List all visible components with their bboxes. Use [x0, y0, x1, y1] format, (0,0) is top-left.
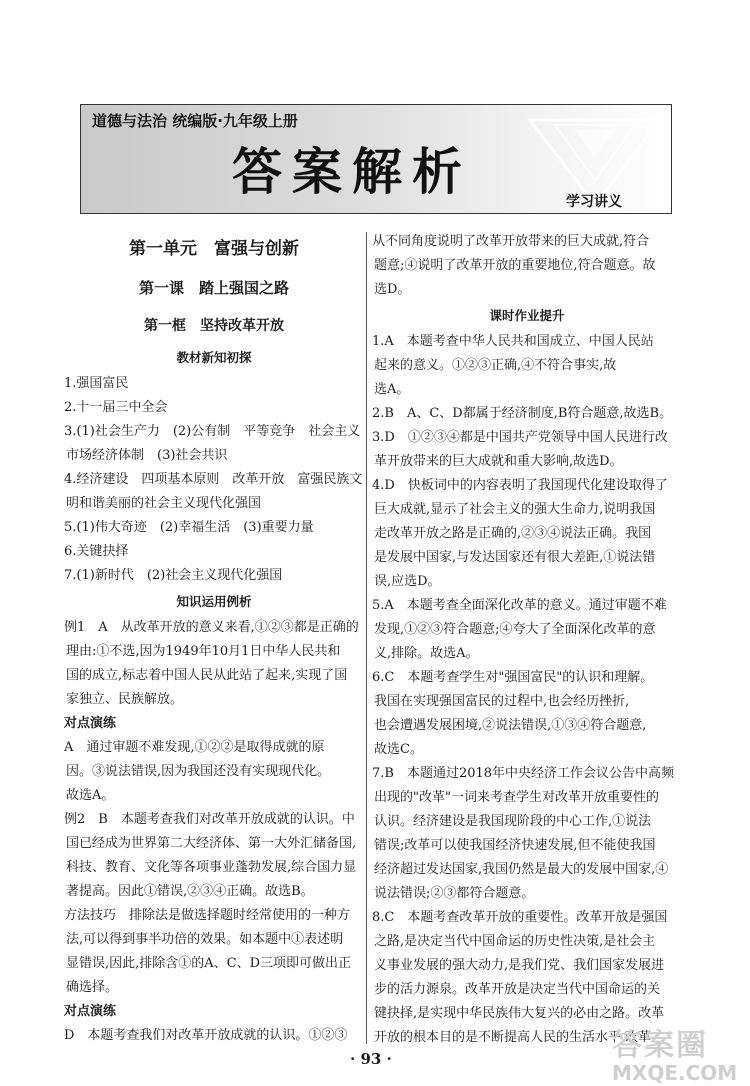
homework-answer-list: [372, 330, 682, 1050]
text-line: 6.C 本题考查学生对"强国富民"的认识和理解。: [372, 670, 654, 685]
practice-2: [64, 1024, 364, 1048]
text-line: 错误;改革可以使我国经济快速发展,但不能使我国: [374, 838, 656, 853]
text-line: 市场经济体制 (3)社会共识: [66, 448, 228, 463]
text-line: 起来的意义。①②③正确,④不符合事实,故: [374, 358, 617, 373]
text-line: 巨大成就,显示了社会主义的强大生命力,说明我国: [374, 502, 656, 517]
answer-item: [64, 540, 364, 564]
text-line: 4.D 快板词中的内容表明了我国现代化建设取得了: [372, 478, 668, 493]
page-number: · 93 ·: [350, 1050, 392, 1068]
page-title: 答案解析: [232, 143, 472, 201]
text-line: 明和谐美丽的社会主义现代化强国: [66, 496, 262, 511]
text-line: 选D。: [374, 282, 411, 297]
practice-heading: 对点演练: [64, 716, 117, 731]
example-1: [64, 616, 364, 712]
text-line: 著提高。因此①错误,②③④正确。故选B。: [66, 884, 314, 899]
text-line: 从不同角度说明了改革开放带来的巨大成就,符合: [372, 234, 650, 249]
text-line: 题意;④说明了改革开放的重要地位,符合题意。故: [374, 258, 656, 273]
practice-heading: 对点演练: [64, 1004, 117, 1019]
text-line: D 本题考查我们对改革开放成就的认识。①②③: [64, 1028, 348, 1043]
text-line: 步的活力源泉。改革开放是决定当代中国命运的关: [374, 982, 661, 997]
answer-item: [64, 516, 364, 540]
answer-item: [64, 372, 364, 396]
answer-item: [372, 594, 682, 666]
answer-item: [64, 564, 364, 588]
answer-item: [372, 402, 682, 426]
subject-label: 道德与法治 统编版·九年级上册: [92, 112, 298, 130]
text-line: 也会遭遇发展困境,②说法错误,①③④符合题意,: [374, 718, 647, 733]
text-line: 走改革开放之路是正确的,②③④说法正确。我国: [374, 526, 652, 541]
text-line: 例2 B 本题考查我们对改革开放成就的认识。中: [64, 812, 355, 827]
text-line: 故选C。: [374, 742, 423, 757]
text-line: 选A。: [374, 382, 410, 397]
watermark-logo: [612, 1030, 737, 1084]
answer-item: [372, 330, 682, 402]
right-column: [372, 230, 682, 1050]
text-line: 确选择。: [66, 980, 119, 995]
text-line: 科技、教育、文化等各项事业蓬勃发展,综合国力显: [66, 860, 357, 875]
watermark-text: 答案圈: [612, 1028, 708, 1063]
text-line: 发现,①②③符合题意;④夸大了全面深化改革的意: [374, 622, 656, 637]
text-line: 理由:①不选,因为1949年10月1日中华人民共和: [66, 644, 341, 659]
frame-heading: 第一框 坚持改革开放: [144, 318, 284, 334]
text-line: 革开放带来的巨大成就和重大影响,故选D。: [374, 454, 623, 469]
text-line: 开放的根本目的是不断提高人民的生活水平,改革: [374, 1030, 652, 1045]
text-line: 键抉择,是实现中华民族伟大复兴的必由之路。改革: [374, 1006, 665, 1021]
text-line: 法,可以得到事半功倍的效果。如本题中①表述明: [66, 932, 344, 947]
text-line: 2.十一届三中全会: [64, 400, 168, 415]
text-line: A 通过审题不难发现,①②②是取得成就的原: [64, 740, 325, 755]
text-line: 例1 A 从改革开放的意义来看,①②③都是正确的: [64, 620, 359, 635]
text-line: 1.A 本题考查中华人民共和国成立、中国人民站: [372, 334, 654, 349]
text-line: 之路,是决定当代中国命运的历史性决策,是社会主: [374, 934, 656, 949]
text-line: 是发展中国家,与发达国家还有很大差距,①说法错: [374, 550, 656, 565]
answer-item: [64, 468, 364, 516]
answer-item: [372, 426, 682, 474]
left-column: [64, 230, 364, 1048]
example-2: [64, 808, 364, 904]
text-line: 说法错误;②③都符合题意。: [374, 886, 535, 901]
text-line: 经济超过发达国家,我国仍然是最大的发展中国家,④: [374, 862, 669, 877]
watermark-url: MXQE.COM: [612, 1061, 738, 1085]
text-line: 显错误,因此,排除含①的A、C、D三项即可做出正: [66, 956, 352, 971]
text-line: 故选A。: [66, 788, 115, 803]
text-line: 出现的"改革"一词来考查学生对改革开放重要性的: [374, 790, 659, 805]
text-line: 义,排除。故选A。: [374, 646, 479, 661]
section-heading: 知识运用例析: [176, 594, 252, 609]
answer-item: [64, 420, 364, 468]
answer-list: [64, 372, 364, 588]
text-line: 国的成立,标志着中国人民从此站了起来,实现了国: [66, 668, 348, 683]
text-line: 5.(1)伟大奇迹 (2)幸福生活 (3)重要力量: [64, 520, 314, 535]
book-tag: 学习讲义: [566, 194, 622, 210]
text-line: 3.(1)社会生产力 (2)公有制 平等竞争 社会主义: [64, 424, 361, 439]
text-line: 义事业发展的强大动力,是我们党、我们国家发展进: [374, 958, 665, 973]
method-tip: [64, 904, 364, 1000]
text-line: 认识。经济建设是我国现阶段的中心工作,①说法: [374, 814, 652, 829]
text-line: 1.强国富民: [64, 376, 129, 391]
text-line: 因。③说法错误,因为我国还没有实现现代化。: [66, 764, 331, 779]
continued-text: [372, 230, 682, 302]
text-line: 我国在实现强国富民的过程中,也会经历挫折,: [374, 694, 630, 709]
text-line: 家独立、民族解放。: [66, 692, 184, 707]
text-line: 8.C 本题考查改革开放的重要性。改革开放是强国: [372, 910, 668, 925]
text-line: 方法技巧 排除法是做选择题时经常使用的一种方: [64, 908, 351, 923]
answer-item: [372, 474, 682, 594]
column-divider: [366, 232, 367, 1044]
section-heading: 教材新知初探: [176, 350, 252, 365]
practice-1: [64, 736, 364, 808]
text-line: 3.D ①②③④都是中国共产党领导中国人民进行改: [372, 430, 668, 445]
text-line: 4.经济建设 四项基本原则 改革开放 富强民族文: [64, 472, 363, 487]
lesson-heading: 第一课 踏上强国之路: [138, 279, 289, 297]
text-line: 7.B 本题通过2018年中央经济工作会议公告中高频: [372, 766, 675, 781]
answer-item: [372, 762, 682, 906]
text-line: 误,应选D。: [374, 574, 441, 589]
section-heading: 课时作业提升: [489, 308, 565, 323]
text-line: 5.A 本题考查全面深化改革的意义。通过审题不难: [372, 598, 667, 613]
text-line: 6.关键抉择: [64, 544, 129, 559]
answer-item: [64, 396, 364, 420]
text-line: 2.B A、C、D都属于经济制度,B符合题意,故选B。: [372, 406, 673, 421]
unit-heading: 第一单元 富强与创新: [129, 239, 299, 259]
text-line: 国已经成为世界第二大经济体、第一大外汇储备国,: [66, 836, 357, 851]
text-line: 7.(1)新时代 (2)社会主义现代化强国: [64, 568, 283, 583]
answer-item: [372, 666, 682, 762]
